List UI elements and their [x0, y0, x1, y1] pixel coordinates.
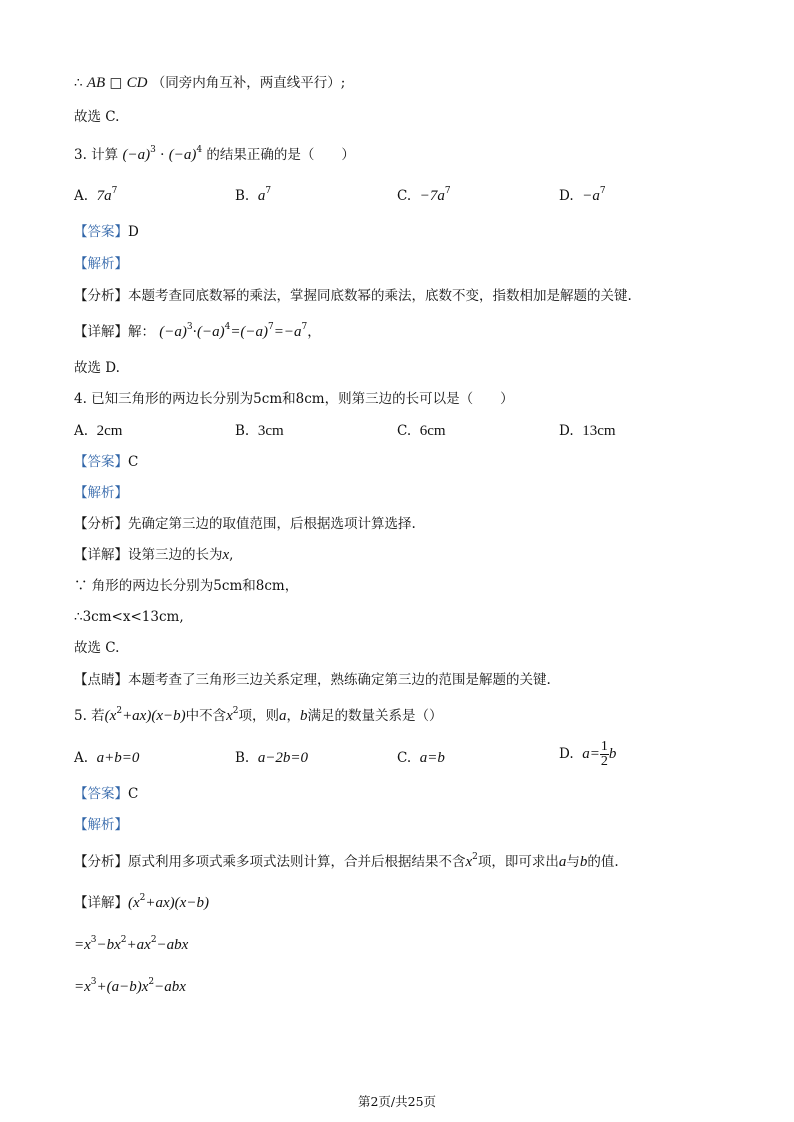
exponent: 2 [150, 935, 157, 945]
option-letter: B. [235, 188, 250, 204]
q4-option-b [235, 421, 284, 441]
q3-option-d [559, 186, 606, 206]
punctuation: ， [286, 708, 301, 724]
q4-option-d [559, 421, 616, 441]
exponent: 2 [139, 893, 146, 903]
math-expr: (−a) [168, 147, 197, 163]
exponent: 3 [186, 322, 193, 332]
q3-option-b [235, 186, 271, 206]
answer-tag: 【答案】 [74, 454, 128, 470]
stem-text: 中不含 [185, 708, 227, 724]
question-4-stem: 4. 已知三角形的两边长分别为5cm和8cm，则第三边的长可以是（ ） [74, 391, 514, 407]
math-expr: =−a [273, 324, 302, 340]
option-letter: A. [74, 188, 89, 204]
therefore-line [74, 73, 345, 93]
option-value: a= [582, 746, 600, 762]
variable: b [300, 708, 308, 724]
variable: x [226, 708, 233, 724]
q3-answer-line [74, 222, 139, 242]
option-letter: B. [235, 750, 250, 766]
fenxi-text: 先确定第三边的取值范围，后根据选项计算选择. [128, 516, 416, 532]
q5-fenxi-line [74, 852, 619, 872]
variable: a [558, 854, 567, 870]
question-number: 5. 若 [74, 708, 105, 724]
math-expr: (−a) [122, 147, 151, 163]
exponent: 3 [150, 145, 156, 155]
option-value: b [608, 746, 617, 762]
exponent: 2 [116, 706, 123, 716]
q5-option-d [559, 740, 616, 769]
option-letter: D. [559, 188, 574, 204]
exponent: 7 [265, 186, 272, 196]
fraction [600, 740, 609, 769]
answer-value: D [128, 224, 139, 240]
math-expr: −abx [154, 979, 186, 995]
q5-analysis-tag [74, 815, 128, 835]
q4-option-c [397, 421, 446, 441]
option-value: −7a [419, 188, 445, 204]
q4-answer-line [74, 452, 138, 472]
math-expr: +ax)(x−b) [122, 708, 186, 724]
fraction-denominator: 2 [600, 754, 608, 769]
answer-tag: 【答案】 [74, 786, 128, 802]
exponent: 3 [90, 935, 97, 945]
math-expr: =x [74, 937, 91, 953]
fenxi-tag: 【分析】 [74, 854, 128, 870]
q3-option-a [74, 186, 117, 206]
xiangjie-tag: 【详解】 [74, 895, 128, 911]
q5-answer-line [74, 784, 138, 804]
math-expr: +(a−b)x [96, 979, 149, 995]
choose-line-c: 故选 C. [74, 109, 120, 125]
q5-option-b [235, 748, 308, 768]
option-letter: C. [397, 188, 412, 204]
variable: a [279, 708, 287, 724]
math-expr: =x [74, 979, 91, 995]
q3-xiangjie-line [74, 322, 321, 342]
therefore-symbol: ∴ [74, 75, 83, 91]
option-letter: C. [397, 423, 412, 439]
variable: x [222, 547, 230, 563]
page-footer: 第2页/共25页 [357, 1094, 437, 1109]
analysis-tag: 【解析】 [74, 256, 128, 272]
math-expr: −bx [96, 937, 121, 953]
exponent: 7 [444, 186, 451, 196]
punctuation: , [229, 547, 234, 563]
q4-fenxi-line [74, 514, 416, 534]
q5-option-c [397, 748, 445, 768]
fenxi-text: 原式利用多项式乘多项式法则计算，合并后根据结果不含 [128, 854, 466, 870]
fenxi-text: 本题考查同底数幂的乘法，掌握同底数幂的乘法，底数不变，指数相加是解题的关键. [128, 288, 632, 304]
variable: b [579, 854, 588, 870]
exponent: 4 [224, 322, 231, 332]
fenxi-text: 与 [566, 854, 580, 870]
option-letter: A. [74, 750, 89, 766]
math-expr: +ax [126, 937, 151, 953]
math-expr: +ax)(x−b) [145, 895, 209, 911]
option-value: 13cm [582, 423, 616, 439]
q5-xiangjie-line [74, 893, 209, 913]
variable: x [465, 854, 473, 870]
math-expr: (−a) [196, 324, 225, 340]
analysis-tag: 【解析】 [74, 485, 128, 501]
q4-therefore-line [74, 607, 184, 627]
answer-tag: 【答案】 [74, 224, 128, 240]
q4-xiangjie-line [74, 545, 233, 565]
answer-value: C [128, 786, 139, 802]
option-value: a+b=0 [96, 750, 140, 766]
analysis-tag: 【解析】 [74, 817, 128, 833]
stem-text: 项，则 [238, 708, 280, 724]
exponent: 7 [301, 322, 308, 332]
solution-lead: 解： [128, 324, 155, 340]
q4-because-line: ∵ 角形的两边长分别为5cm和8cm， [74, 578, 299, 594]
q4-option-a [74, 421, 122, 441]
question-3-stem [74, 145, 355, 165]
xiangjie-tag: 【详解】 [74, 547, 128, 563]
q5-step2 [74, 977, 186, 997]
exponent: 2 [120, 935, 127, 945]
dot-operator: · [192, 324, 197, 340]
answer-value: C [128, 454, 139, 470]
punctuation: ， [307, 324, 321, 340]
option-value: a=b [419, 750, 445, 766]
question-5-stem [74, 706, 443, 726]
q5-step1 [74, 935, 188, 955]
exponent: 2 [472, 852, 478, 862]
q3-fenxi-line [74, 286, 632, 306]
exponent: 2 [232, 706, 239, 716]
segment-cd: CD [126, 75, 148, 91]
option-value: 2cm [96, 423, 123, 439]
option-value: −a [582, 188, 600, 204]
math-expr: (x [104, 708, 117, 724]
option-letter: B. [235, 423, 250, 439]
exponent: 3 [90, 977, 97, 987]
inequality-text: 3cm<x<13cm, [82, 609, 184, 625]
q4-dianjing-line [74, 670, 551, 690]
q3-analysis-tag [74, 254, 128, 274]
fenxi-text: 项，即可求出 [477, 854, 559, 870]
fenxi-tag: 【分析】 [74, 288, 128, 304]
option-value: 6cm [419, 423, 446, 439]
exponent: 4 [196, 145, 203, 155]
dot-operator: · [160, 147, 165, 163]
dianjing-tag: 【点睛】 [74, 672, 128, 688]
xiangjie-tag: 【详解】 [74, 324, 128, 340]
option-value: 3cm [257, 423, 284, 439]
q3-choose-line: 故选 D. [74, 360, 120, 376]
option-value: a [257, 188, 266, 204]
solution-text: 设第三边的长为 [128, 547, 223, 563]
exponent: 7 [599, 186, 606, 196]
q5-option-a [74, 748, 139, 768]
q3-option-c [397, 186, 451, 206]
option-letter: D. [559, 746, 574, 762]
reason-text: （同旁内角互补，两直线平行）; [151, 75, 346, 91]
stem-tail: 的结果正确的是（ ） [206, 147, 355, 163]
fraction-numerator: 1 [600, 739, 608, 754]
exponent: 7 [268, 322, 274, 332]
option-letter: D. [559, 423, 574, 439]
exponent: 2 [148, 977, 155, 987]
math-expr: =(−a) [230, 324, 269, 340]
segment-ab: AB [86, 75, 106, 91]
exponent: 7 [111, 186, 118, 196]
stem-tail: 满足的数量关系是（） [307, 708, 443, 724]
fenxi-text: 的值. [587, 854, 619, 870]
parallel-symbol: □ [109, 75, 123, 91]
option-value: 7a [96, 188, 112, 204]
therefore-symbol: ∴ [74, 609, 83, 625]
math-expr: (x [128, 895, 140, 911]
q4-analysis-tag [74, 483, 128, 503]
math-expr: (−a) [159, 324, 187, 340]
dianjing-text: 本题考查了三角形三边关系定理，熟练确定第三边的范围是解题的关键. [128, 672, 551, 688]
fenxi-tag: 【分析】 [74, 516, 128, 532]
option-letter: C. [397, 750, 412, 766]
option-letter: A. [74, 423, 89, 439]
option-value: a−2b=0 [257, 750, 309, 766]
q4-choose-line: 故选 C. [74, 640, 120, 656]
math-expr: −abx [156, 937, 189, 953]
question-number: 3. 计算 [74, 147, 119, 163]
